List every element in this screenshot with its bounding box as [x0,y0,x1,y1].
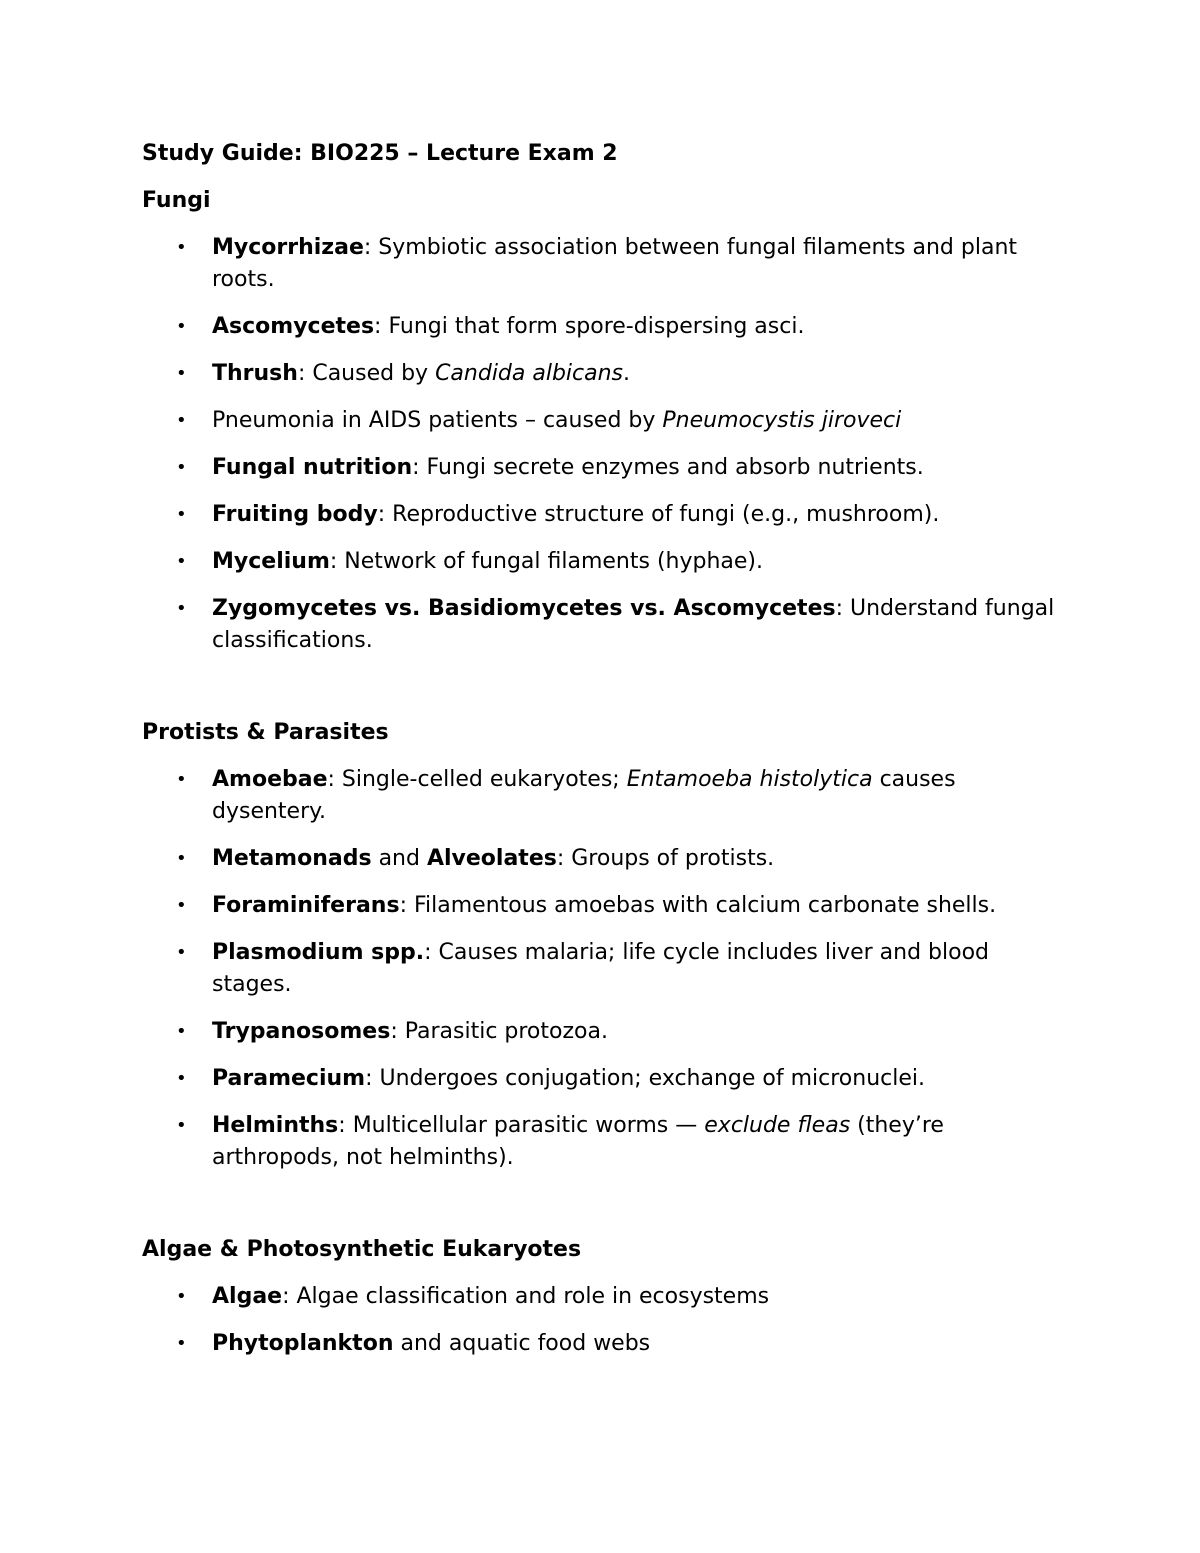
list-item [142,764,1062,828]
item-text: Groups of protists. [571,846,775,871]
list-item [142,1110,1062,1174]
item-text-after: causes dysentery. [212,767,956,824]
list-item [142,546,1062,578]
algae-list [142,1281,1062,1360]
item-separator: : [338,1113,353,1138]
list-item [142,358,1062,390]
item-text: Parasitic protozoa. [404,1019,608,1044]
bullet-icon: • [176,237,187,258]
item-separator: : [424,940,439,965]
bullet-icon: • [176,504,187,525]
item-term: Fungal nutrition [212,455,413,480]
item-separator: : [835,596,850,621]
item-italic: Entamoeba histolytica [626,767,873,792]
item-term: Amoebae [212,767,328,792]
item-term: Paramecium [212,1066,366,1091]
list-item [142,593,1062,657]
list-item [142,499,1062,531]
item-text: Fungi that form spore-dispersing asci. [388,314,805,339]
bullet-icon: • [176,598,187,619]
item-text: Causes malaria; life cycle includes liver and blood stages. [212,940,990,997]
item-term: Fruiting body [212,502,378,527]
item-term: Thrush [212,361,298,386]
item-term: Alveolates [426,846,557,871]
bullet-icon: • [176,769,187,790]
item-italic: exclude fleas [704,1113,851,1138]
item-text: Multicellular parasitic worms — [352,1113,705,1138]
item-separator: : [329,549,345,574]
item-term: Mycelium [212,549,330,574]
bullet-icon: • [176,316,187,337]
item-text: Fungi secrete enzymes and absorb nutrients. [426,455,924,480]
item-separator: : [282,1284,297,1309]
list-item [142,1281,1062,1313]
item-term: Ascomycetes [212,314,375,339]
list-item [142,890,1062,922]
bullet-icon: • [176,363,187,384]
list-item [142,232,1062,296]
bullet-icon: • [176,942,187,963]
item-term: Helminths [212,1113,339,1138]
item-text: Single-celled eukaryotes; [341,767,627,792]
item-text: Filamentous amoebas with calcium carbonate shells. [413,893,997,918]
bullet-icon: • [176,1068,187,1089]
list-item [142,452,1062,484]
item-text: Understand fungal classifications. [212,596,1055,653]
item-text: and aquatic food webs [400,1331,651,1356]
item-separator: : [412,455,427,480]
item-term: Phytoplankton [212,1331,394,1356]
item-separator: : [377,502,393,527]
protists-list [142,764,1062,1174]
list-item [142,843,1062,875]
section-heading-fungi: Fungi [142,188,211,213]
list-item [142,405,1062,437]
bullet-icon: • [176,1286,187,1307]
item-connector: and [371,846,427,871]
item-text: Caused by [312,361,436,386]
item-italic: Pneumocystis jiroveci [662,408,902,433]
list-item [142,1016,1062,1048]
item-text: Network of fungal filaments (hyphae). [344,549,764,574]
section-heading-algae: Algae & Photosynthetic Eukaryotes [142,1237,582,1262]
item-separator: : [556,846,572,871]
item-separator: : [297,361,313,386]
document-page [142,138,1062,1375]
bullet-icon: • [176,848,187,869]
bullet-icon: • [176,410,187,431]
bullet-icon: • [176,1021,187,1042]
item-separator: : [399,893,414,918]
item-italic: Candida albicans [435,361,624,386]
list-item [142,1063,1062,1095]
fungi-list [142,232,1062,657]
item-term: Foraminiferans [212,893,400,918]
item-separator: : [390,1019,405,1044]
item-term: Zygomycetes vs. Basidiomycetes vs. Ascomycetes [212,596,836,621]
item-separator: : [365,1066,380,1091]
section-heading-protists: Protists & Parasites [142,720,389,745]
item-separator: : [363,235,379,260]
document-title: Study Guide: BIO225 – Lecture Exam 2 [142,141,618,166]
bullet-icon: • [176,1333,187,1354]
list-item [142,311,1062,343]
item-text: Reproductive structure of fungi (e.g., mushroom). [392,502,940,527]
item-text: Pneumonia in AIDS patients – caused by [212,408,663,433]
item-term: Metamonads [212,846,372,871]
list-item [142,937,1062,1001]
item-separator: : [327,767,342,792]
item-text: Undergoes conjugation; exchange of micronuclei. [379,1066,925,1091]
item-text-after: . [623,361,631,386]
item-text: Algae classification and role in ecosystems [296,1284,770,1309]
item-term: Plasmodium spp. [212,940,425,965]
item-text: Symbiotic association between fungal filaments and plant roots. [212,235,1018,292]
item-term: Trypanosomes [212,1019,391,1044]
bullet-icon: • [176,457,187,478]
bullet-icon: • [176,895,187,916]
item-term: Algae [212,1284,283,1309]
item-term: Mycorrhizae [212,235,364,260]
item-separator: : [374,314,389,339]
bullet-icon: • [176,551,187,572]
item-text-after: (they’re arthropods, not helminths). [212,1113,944,1170]
bullet-icon: • [176,1115,187,1136]
list-item [142,1328,1062,1360]
